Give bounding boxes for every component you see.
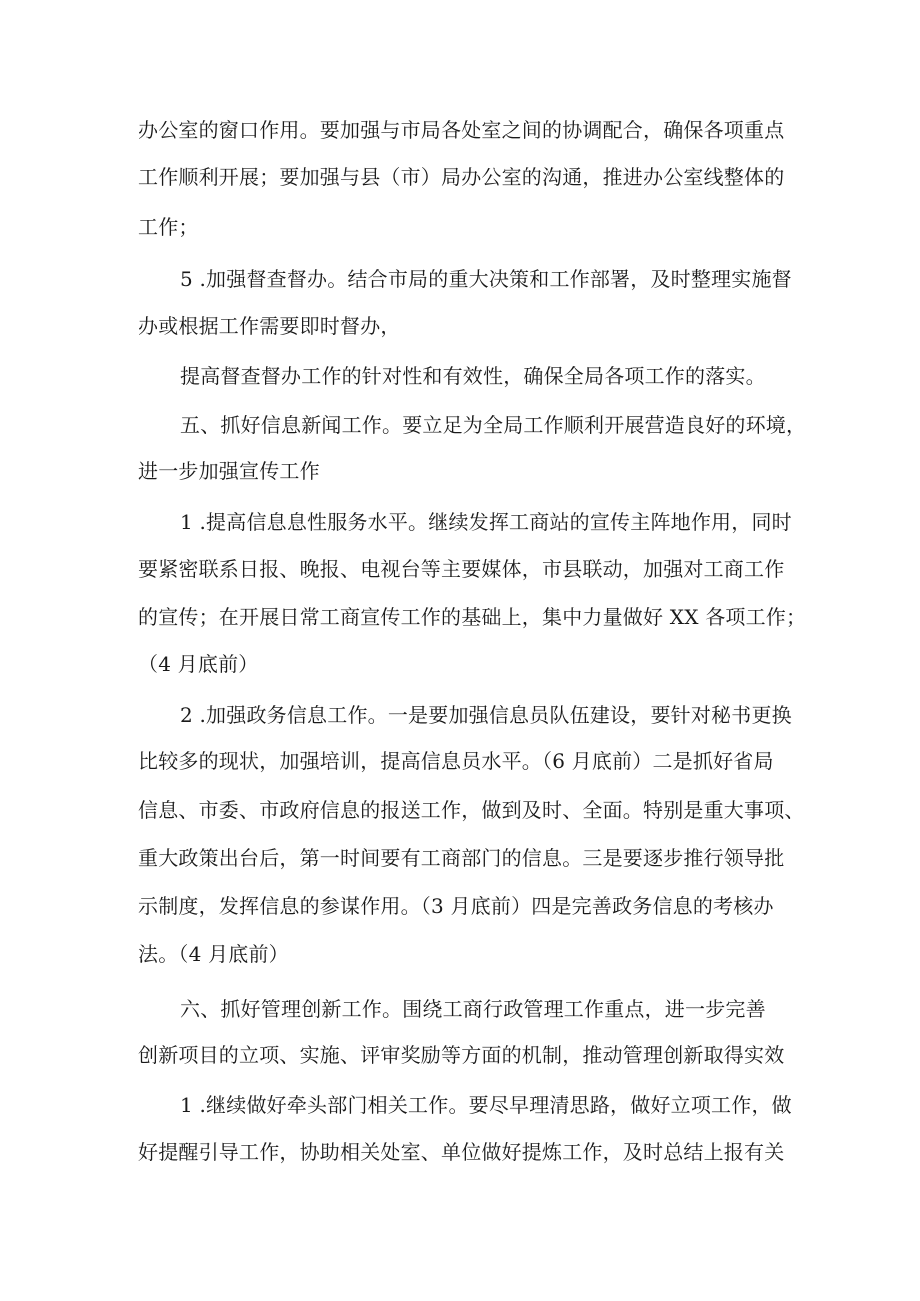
- text-line: 2 .加强政务信息工作。一是要加强信息员队伍建设，要针对秘书更换: [180, 703, 792, 727]
- text-line: 要紧密联系日报、晚报、电视台等主要媒体，市县联动，加强对工商工作: [138, 557, 785, 581]
- text-line: 工作；: [138, 215, 199, 239]
- text-line: 的宣传；在开展日常工商宣传工作的基础上，集中力量做好 XX 各项工作；: [138, 605, 807, 629]
- text-line: 办或根据工作需要即时督办，: [138, 314, 401, 338]
- text-line: 工作顺利开展；要加强与县（市）局办公室的沟通，推进办公室线整体的: [138, 165, 785, 189]
- text-line: （4 月底前）: [138, 652, 259, 676]
- text-line: 5 .加强督查督办。结合市局的重大决策和工作部署，及时整理实施督: [180, 267, 792, 291]
- text-line: 示制度，发挥信息的参谋作用。（3 月底前）四是完善政务信息的考核办: [138, 894, 774, 918]
- text-line: 五、抓好信息新闻工作。要立足为全局工作顺利开展营造良好的环境，: [180, 413, 807, 437]
- text-line: 1 .提高信息息性服务水平。继续发挥工商站的宣传主阵地作用，同时: [180, 510, 792, 534]
- text-line: 法。（4 月底前）: [138, 942, 289, 966]
- text-line: 好提醒引导工作，协助相关处室、单位做好提炼工作，及时总结上报有关: [138, 1140, 785, 1164]
- text-line: 提高督查督办工作的针对性和有效性，确保全局各项工作的落实。: [180, 364, 766, 388]
- text-line: 比较多的现状，加强培训，提高信息员水平。（6 月底前）二是抓好省局: [138, 749, 774, 773]
- text-line: 进一步加强宣传工作: [138, 459, 320, 483]
- text-line: 六、抓好管理创新工作。围绕工商行政管理工作重点，进一步完善: [180, 997, 766, 1021]
- text-line: 办公室的窗口作用。要加强与市局各处室之间的协调配合，确保各项重点: [138, 118, 785, 142]
- text-line: 信息、市委、市政府信息的报送工作，做到及时、全面。特别是重大事项、: [138, 798, 805, 822]
- text-line: 创新项目的立项、实施、评审奖励等方面的机制，推动管理创新取得实效: [138, 1043, 785, 1067]
- text-line: 1 .继续做好牵头部门相关工作。要尽早理清思路，做好立项工作，做: [180, 1093, 792, 1117]
- text-line: 重大政策出台后，第一时间要有工商部门的信息。三是要逐步推行领导批: [138, 846, 785, 870]
